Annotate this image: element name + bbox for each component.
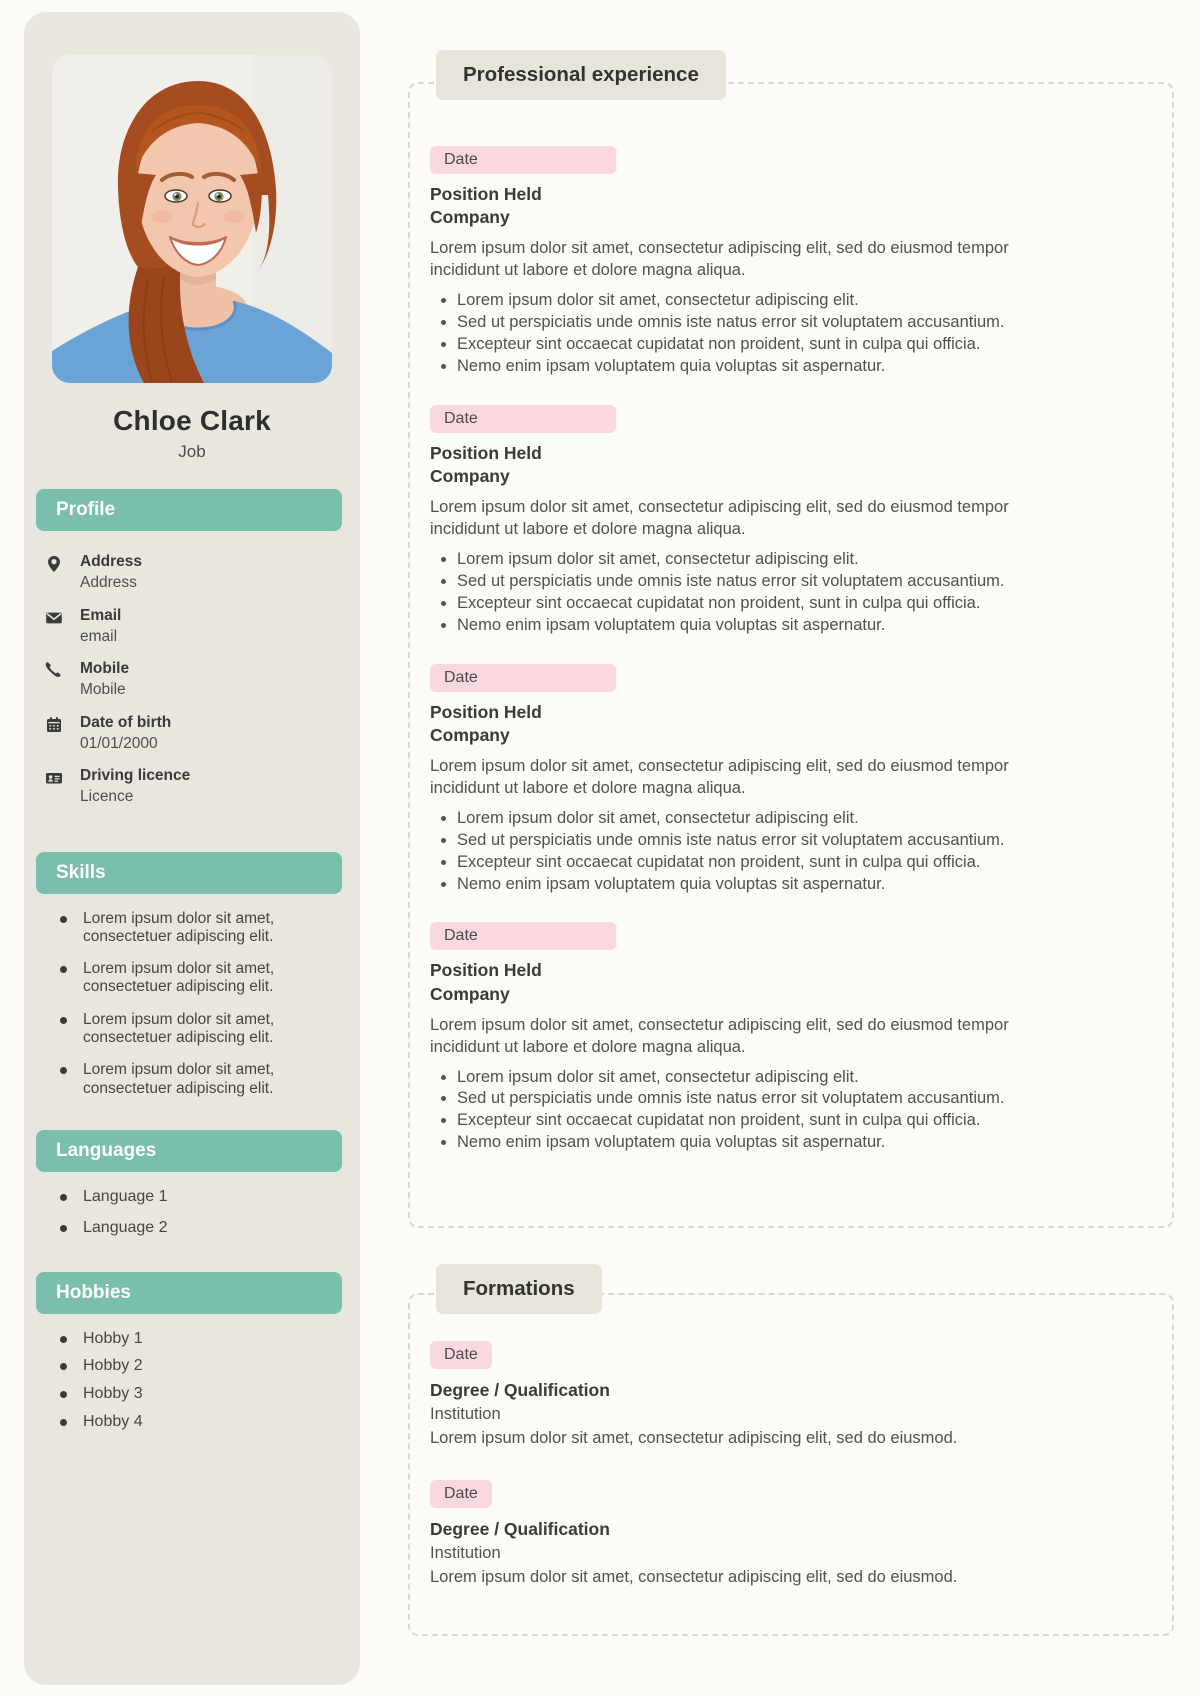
company: Company xyxy=(430,465,510,486)
profile-item-label: Email xyxy=(80,606,122,624)
experience-entry xyxy=(430,146,1148,378)
profile-item-address xyxy=(45,552,342,594)
envelope-icon xyxy=(45,609,65,648)
profile-item-label: Address xyxy=(80,553,143,570)
date-chip: Date xyxy=(430,405,616,433)
profile-item-driving-licence xyxy=(45,766,342,808)
bullet-dot xyxy=(60,1391,67,1398)
profile-item-value: Licence xyxy=(80,788,134,806)
skills-section-header xyxy=(36,852,342,894)
formation-entry xyxy=(430,1341,1148,1450)
profile-item-value: Address xyxy=(80,574,137,592)
profile-item-email xyxy=(45,606,342,648)
experience-entry xyxy=(430,405,1148,637)
location-pin-icon xyxy=(45,555,65,594)
company: Company xyxy=(430,724,510,745)
experience-entry xyxy=(430,922,1148,1154)
bullet-dot xyxy=(60,1017,67,1024)
bullet-item: • Nemo enim ipsam voluptatem quia voluptas sit aspernatur. xyxy=(457,1132,1148,1154)
languages-section-title: Languages xyxy=(56,1139,157,1161)
institution: Institution xyxy=(430,1544,501,1563)
formation-summary: Lorem ipsum dolor sit amet, consectetur adipiscing elit, sed do eiusmod. xyxy=(430,1429,958,1448)
language-item: Language 2 xyxy=(60,1219,342,1238)
position-held: Position Held xyxy=(430,184,542,204)
entry-summary: Lorem ipsum dolor sit amet, consectetur adipiscing elit, sed do eiusmod tempor incididunt ut labore et dolore magna aliqua. xyxy=(430,239,1009,280)
entry-bullets xyxy=(442,290,1148,378)
company: Company xyxy=(430,983,510,1004)
profile-photo xyxy=(52,55,332,383)
bullet-item: • Nemo enim ipsam voluptatem quia voluptas sit aspernatur. xyxy=(457,356,1148,378)
hobbies-list xyxy=(60,1330,342,1433)
calendar-icon xyxy=(45,716,65,755)
profile-item-value: 01/01/2000 xyxy=(80,734,158,752)
experience-entry xyxy=(430,664,1148,896)
position-held: Position Held xyxy=(430,701,542,722)
skill-item: Lorem ipsum dolor sit amet, consectetuer adipiscing elit. xyxy=(60,1061,342,1098)
bullet-item: • Excepteur sint occaecat cupidatat non proident, sunt in culpa qui officia. xyxy=(457,1110,1148,1132)
bullet-dot xyxy=(60,1419,67,1426)
hobbies-section-header xyxy=(36,1272,342,1314)
institution: Institution xyxy=(430,1405,501,1424)
bullet-item: • Sed ut perspiciatis unde omnis iste natus error sit voluptatem accusantium. xyxy=(457,571,1148,593)
hobby-item: Hobby 4 xyxy=(60,1413,342,1432)
profile-section-header xyxy=(36,489,342,531)
bullet-dot xyxy=(60,1336,67,1343)
bullet-item: • Sed ut perspiciatis unde omnis iste natus error sit voluptatem accusantium. xyxy=(457,830,1148,852)
bullet-dot xyxy=(60,1363,67,1370)
candidate-name: Chloe Clark xyxy=(113,405,271,436)
bullet-dot xyxy=(60,916,67,923)
bullet-item: • Excepteur sint occaecat cupidatat non proident, sunt in culpa qui officia. xyxy=(457,593,1148,615)
phone-icon xyxy=(45,662,65,701)
formation-entry xyxy=(430,1480,1148,1589)
profile-section-title: Profile xyxy=(56,499,116,520)
language-item: Language 1 xyxy=(60,1188,342,1207)
bullet-item: • Sed ut perspiciatis unde omnis iste natus error sit voluptatem accusantium. xyxy=(457,312,1148,334)
profile-item-value: Mobile xyxy=(80,681,126,699)
position-held: Position Held xyxy=(430,442,542,463)
date-chip: Date xyxy=(430,1480,492,1508)
bullet-item: • Lorem ipsum dolor sit amet, consectetur adipiscing elit. xyxy=(457,808,1148,830)
bullet-item: • Excepteur sint occaecat cupidatat non proident, sunt in culpa qui officia. xyxy=(457,852,1148,874)
hobby-item: Hobby 1 xyxy=(60,1330,342,1349)
languages-list xyxy=(60,1188,342,1238)
hobbies-section-title: Hobbies xyxy=(56,1281,131,1303)
formations-section xyxy=(408,1277,1174,1636)
experience-section-title: Professional experience xyxy=(436,50,726,100)
skills-section-title: Skills xyxy=(56,861,106,883)
formations-section-title: Formations xyxy=(436,1264,602,1314)
sidebar xyxy=(24,12,360,1685)
id-card-icon xyxy=(45,769,65,808)
date-chip: Date xyxy=(430,146,616,174)
languages-section-header xyxy=(36,1130,342,1172)
bullet-dot xyxy=(60,1225,67,1232)
profile-item-mobile xyxy=(45,659,342,701)
profile-item-date-of-birth xyxy=(45,713,342,755)
bullet-item: • Nemo enim ipsam voluptatem quia voluptas sit aspernatur. xyxy=(457,615,1148,637)
company: Company xyxy=(430,207,510,228)
profile-list xyxy=(45,552,342,808)
experience-section xyxy=(408,63,1174,1228)
entry-bullets xyxy=(442,549,1148,637)
bullet-item: • Lorem ipsum dolor sit amet, consectetur adipiscing elit. xyxy=(457,549,1148,571)
bullet-dot xyxy=(60,966,67,973)
formation-summary: Lorem ipsum dolor sit amet, consectetur adipiscing elit, sed do eiusmod. xyxy=(430,1568,958,1586)
profile-item-label: Driving licence xyxy=(80,767,191,785)
portrait-illustration xyxy=(52,55,332,383)
entry-summary: Lorem ipsum dolor sit amet, consectetur adipiscing elit, sed do eiusmod tempor incididunt ut labore et dolore magna aliqua. xyxy=(430,756,1009,797)
profile-item-label: Mobile xyxy=(80,660,130,678)
degree-qualification: Degree / Qualification xyxy=(430,1380,610,1400)
bullet-item: • Lorem ipsum dolor sit amet, consectetur adipiscing elit. xyxy=(457,1067,1148,1089)
skill-item: Lorem ipsum dolor sit amet, consectetuer adipiscing elit. xyxy=(60,910,342,947)
hobby-item: Hobby 2 xyxy=(60,1357,342,1376)
position-held: Position Held xyxy=(430,960,542,981)
skill-item: Lorem ipsum dolor sit amet, consectetuer adipiscing elit. xyxy=(60,960,342,997)
profile-item-label: Date of birth xyxy=(80,713,172,731)
profile-item-value: email xyxy=(80,627,118,645)
date-chip: Date xyxy=(430,1341,492,1369)
candidate-job: Job xyxy=(178,442,206,461)
hobby-item: Hobby 3 xyxy=(60,1385,342,1404)
bullet-item: • Excepteur sint occaecat cupidatat non proident, sunt in culpa qui officia. xyxy=(457,334,1148,356)
skills-list xyxy=(60,910,342,1098)
date-chip: Date xyxy=(430,922,616,950)
date-chip: Date xyxy=(430,664,616,692)
bullet-item: • Nemo enim ipsam voluptatem quia voluptas sit aspernatur. xyxy=(457,874,1148,896)
degree-qualification: Degree / Qualification xyxy=(430,1518,610,1539)
skill-item: Lorem ipsum dolor sit amet, consectetuer adipiscing elit. xyxy=(60,1011,342,1048)
entry-bullets xyxy=(442,808,1148,896)
entry-summary: Lorem ipsum dolor sit amet, consectetur adipiscing elit, sed do eiusmod tempor incididunt ut labore et dolore magna aliqua. xyxy=(430,498,1009,538)
entry-summary: Lorem ipsum dolor sit amet, consectetur adipiscing elit, sed do eiusmod tempor incididunt ut labore et dolore magna aliqua. xyxy=(430,1015,1009,1056)
bullet-dot xyxy=(60,1067,67,1074)
bullet-item: • Sed ut perspiciatis unde omnis iste natus error sit voluptatem accusantium. xyxy=(457,1088,1148,1110)
bullet-dot xyxy=(60,1194,67,1201)
bullet-item: • Lorem ipsum dolor sit amet, consectetur adipiscing elit. xyxy=(457,290,1148,312)
entry-bullets xyxy=(442,1067,1148,1155)
